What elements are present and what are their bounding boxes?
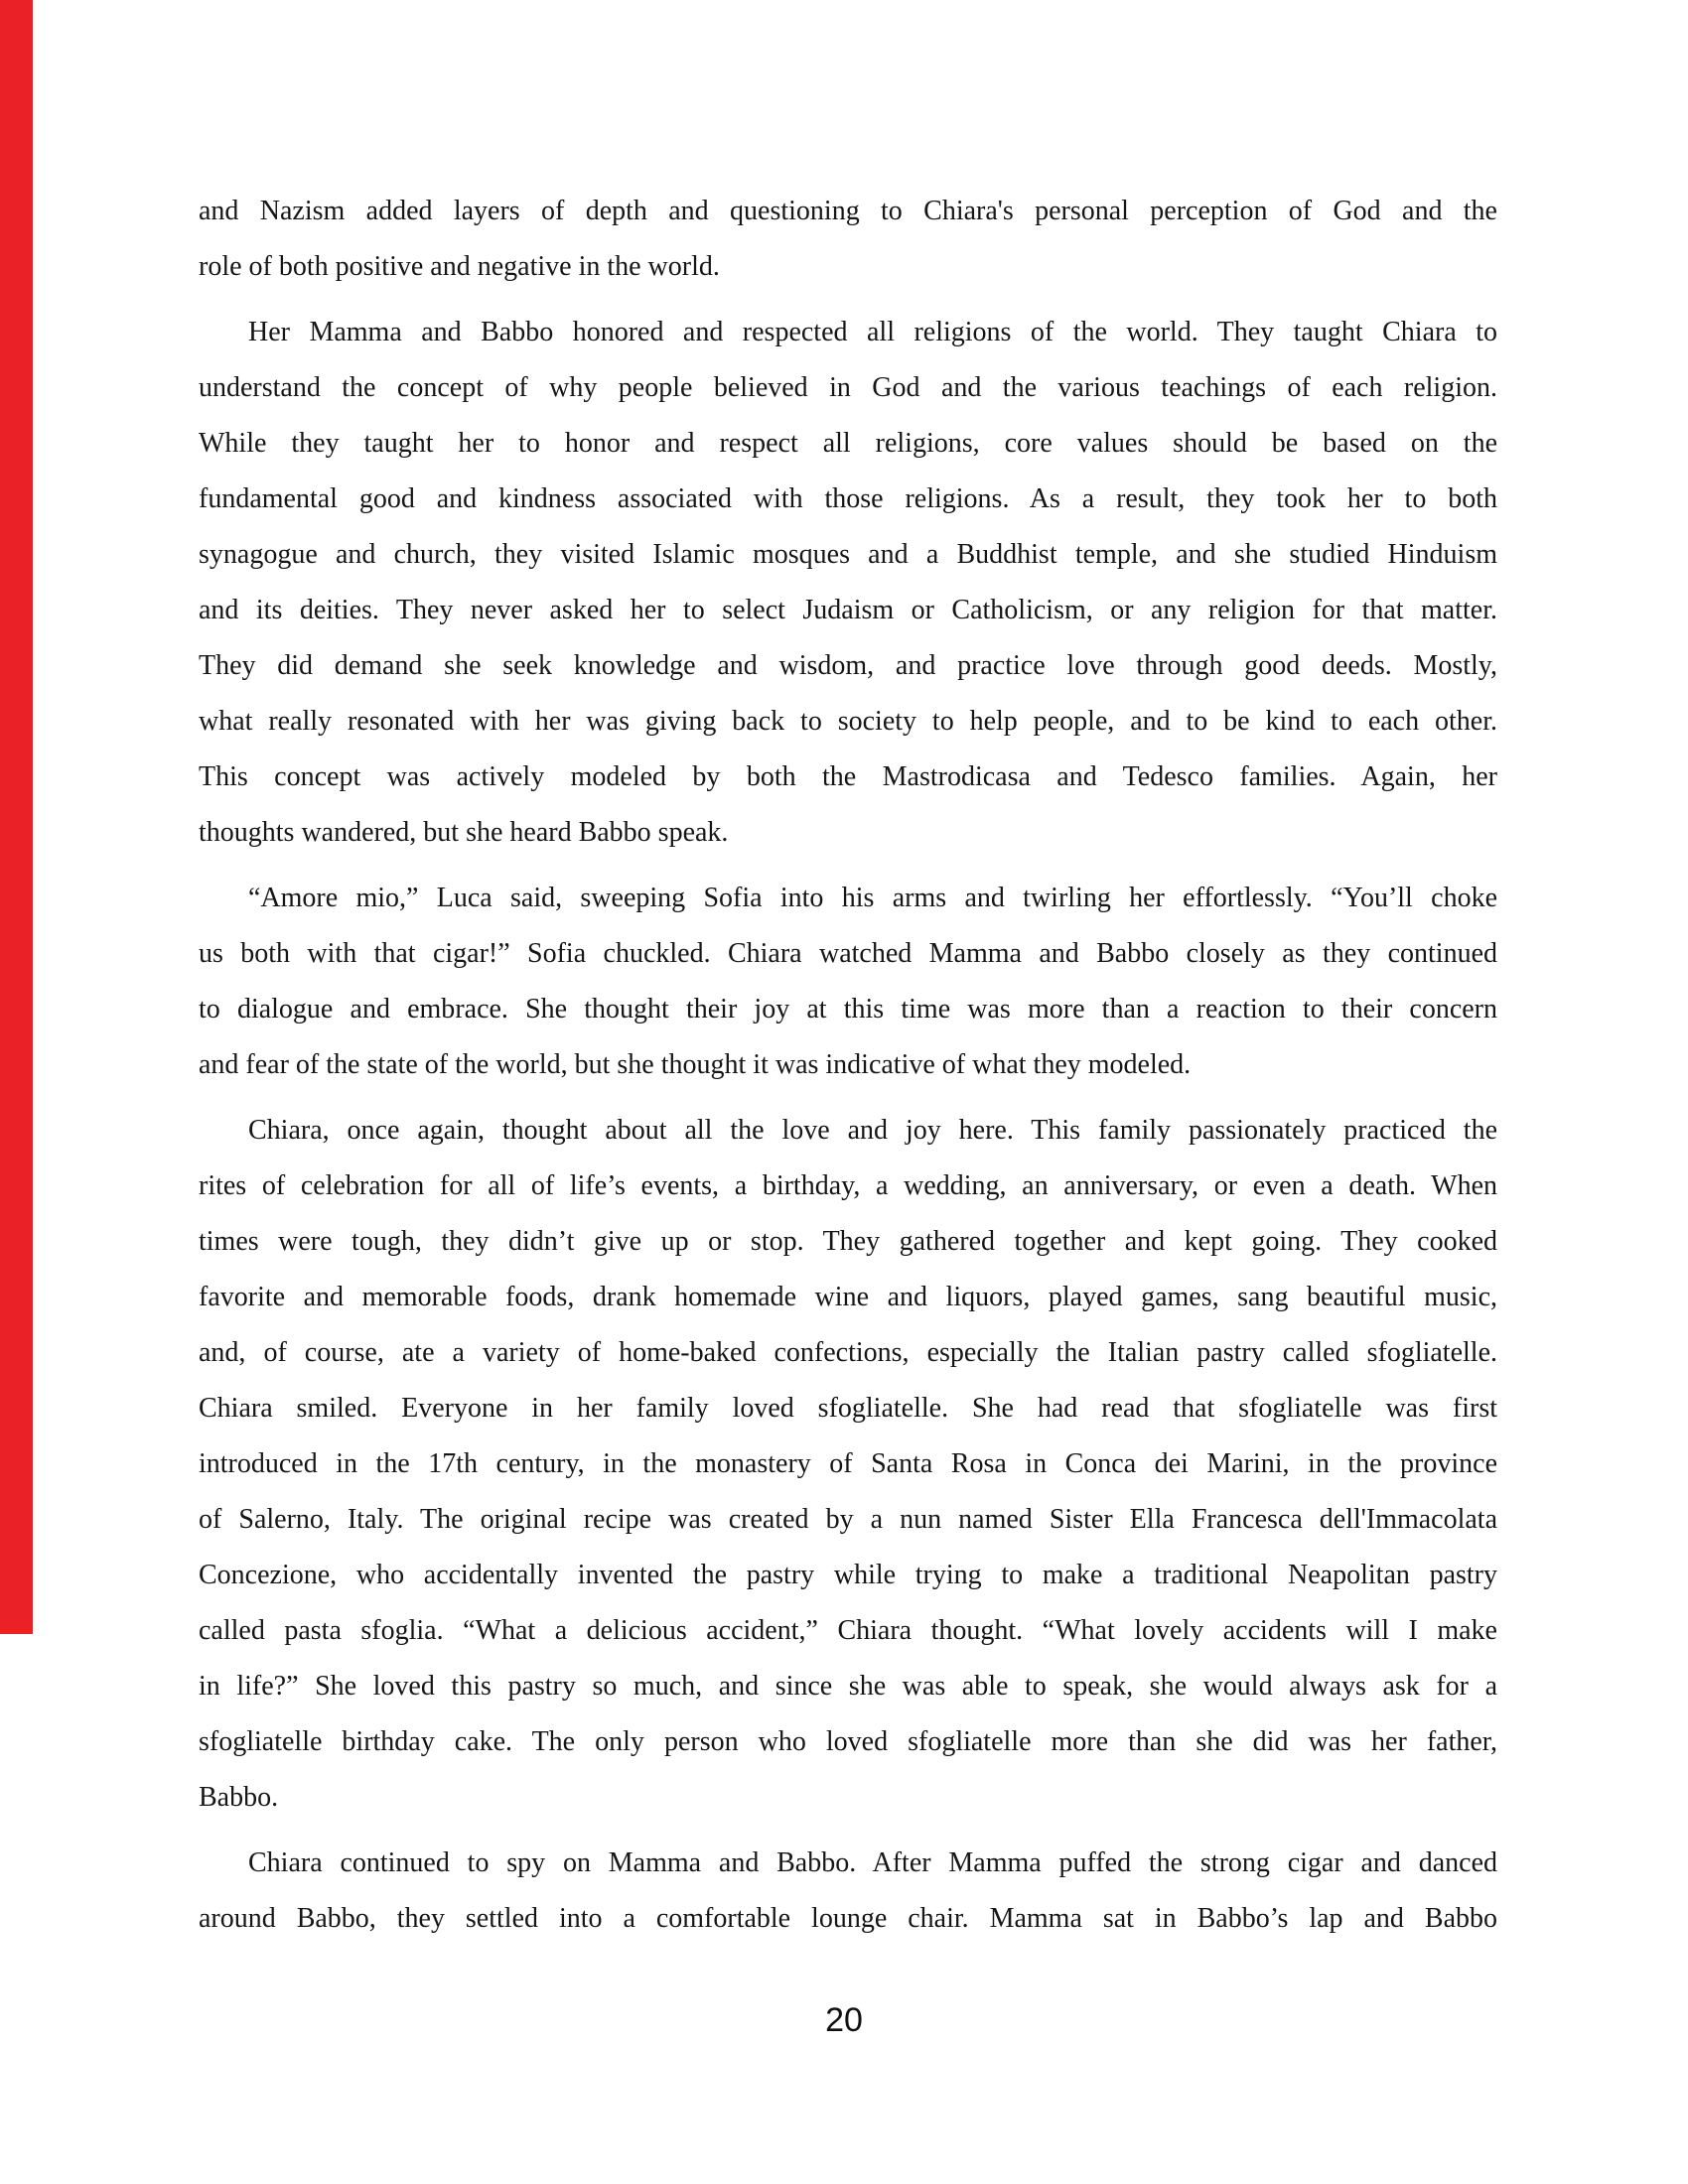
page-text-block — [199, 184, 1497, 1947]
text-line: and, of course, ate a variety of home-baked confections, especially the Italian pastry called sfogliatelle. — [199, 1337, 1497, 1368]
text-line: around Babbo, they settled into a comfortable lounge chair. Mamma sat in Babbo’s lap and Babbo — [199, 1903, 1497, 1934]
text-line: in life?” She loved this pastry so much, and since she was able to speak, she would always ask for a — [199, 1671, 1497, 1702]
text-line: thoughts wandered, but she heard Babbo speak. — [199, 817, 729, 848]
text-line: us both with that cigar!” Sofia chuckled. Chiara watched Mamma and Babbo closely as they continued — [199, 938, 1497, 969]
text-line: times were tough, they didn’t give up or stop. They gathered together and kept going. They cooked — [199, 1226, 1497, 1257]
text-line: role of both positive and negative in the world. — [199, 251, 720, 282]
text-line: They did demand she seek knowledge and wisdom, and practice love through good deeds. Mostly, — [199, 650, 1497, 681]
text-line: introduced in the 17th century, in the monastery of Santa Rosa in Conca dei Marini, in the province — [199, 1448, 1497, 1479]
text-line: “Amore mio,” Luca said, sweeping Sofia into his arms and twirling her effortlessly. “You’ll choke — [248, 883, 1497, 913]
text-line: and its deities. They never asked her to select Judaism or Catholicism, or any religion for that matter. — [199, 595, 1497, 625]
text-line: Babbo. — [199, 1782, 279, 1813]
text-line: Her Mamma and Babbo honored and respected all religions of the world. They taught Chiara to — [248, 317, 1497, 347]
text-line: and fear of the state of the world, but she thought it was indicative of what they modeled. — [199, 1049, 1192, 1080]
paragraph — [199, 184, 1497, 295]
page-number: 20 — [825, 2001, 863, 2039]
text-line: synagogue and church, they visited Islamic mosques and a Buddhist temple, and she studied Hinduism — [199, 539, 1497, 570]
text-line: of Salerno, Italy. The original recipe was created by a nun named Sister Ella Francesca dell'Immacolata — [199, 1504, 1497, 1535]
text-line: and Nazism added layers of depth and questioning to Chiara's personal perception of God and the — [199, 196, 1497, 226]
text-line: fundamental good and kindness associated with those religions. As a result, they took her to both — [199, 483, 1497, 514]
text-line: understand the concept of why people believed in God and the various teachings of each religion. — [199, 372, 1497, 403]
text-line: Chiara smiled. Everyone in her family loved sfogliatelle. She had read that sfogliatelle was first — [199, 1393, 1497, 1424]
text-line: to dialogue and embrace. She thought their joy at this time was more than a reaction to their concern — [199, 994, 1497, 1024]
paragraph — [199, 1103, 1497, 1826]
text-line: While they taught her to honor and respect all religions, core values should be based on the — [199, 428, 1497, 459]
text-line: This concept was actively modeled by both the Mastrodicasa and Tedesco families. Again, her — [199, 761, 1497, 792]
text-line: what really resonated with her was giving back to society to help people, and to be kind to each other. — [199, 706, 1497, 737]
text-line: called pasta sfoglia. “What a delicious accident,” Chiara thought. “What lovely accidents will I make — [199, 1615, 1497, 1646]
paragraph — [199, 871, 1497, 1093]
text-line: favorite and memorable foods, drank homemade wine and liquors, played games, sang beautiful music, — [199, 1282, 1497, 1312]
paragraph — [199, 305, 1497, 861]
text-line: Chiara, once again, thought about all the love and joy here. This family passionately practiced the — [248, 1115, 1497, 1146]
paragraph — [199, 1836, 1497, 1947]
left-edge-red-bar — [0, 0, 33, 1634]
text-line: sfogliatelle birthday cake. The only person who loved sfogliatelle more than she did was her father, — [199, 1726, 1497, 1757]
text-line: rites of celebration for all of life’s events, a birthday, a wedding, an anniversary, or even a death. When — [199, 1170, 1497, 1201]
text-line: Chiara continued to spy on Mamma and Babbo. After Mamma puffed the strong cigar and danced — [248, 1847, 1497, 1878]
text-line: Concezione, who accidentally invented the pastry while trying to make a traditional Neapolitan pastry — [199, 1560, 1497, 1590]
